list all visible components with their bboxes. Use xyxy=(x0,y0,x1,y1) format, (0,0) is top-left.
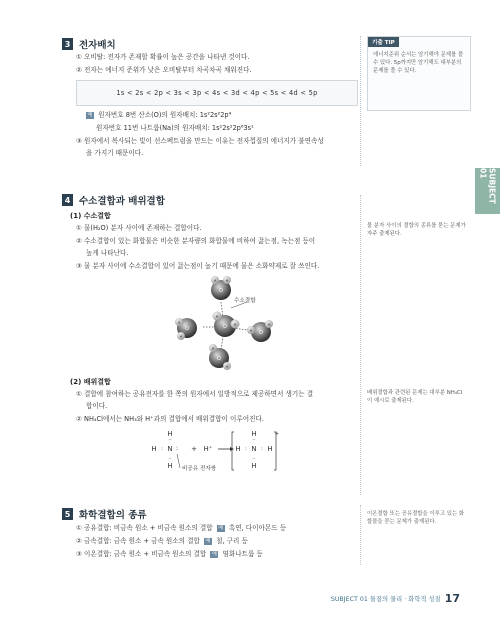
coord-point-1-cont: 합이다. xyxy=(86,402,108,410)
svg-text:H: H xyxy=(225,364,229,369)
example-oxygen-text: 원자번호 8번 산소(O)의 원자배치: 1s²2s²2p⁴ xyxy=(98,111,232,119)
metallic-bond-examples: 철, 구리 등 xyxy=(216,537,248,545)
svg-text:H: H xyxy=(213,278,217,283)
filling-order-text: ② 전자는 에너지 준위가 낮은 오비탈부터 차곡차곡 채워진다. xyxy=(76,66,252,74)
svg-text:H: H xyxy=(235,445,241,453)
svg-text:+: + xyxy=(191,445,197,453)
ionic-bond-line xyxy=(76,550,263,559)
covalent-bond-line xyxy=(76,524,286,533)
footer-subject-text: SUBJECT 01 물질의 물리 · 화학적 성질 xyxy=(330,596,441,603)
margin-divider xyxy=(360,505,361,565)
svg-text:+: + xyxy=(274,431,280,437)
section-3-header xyxy=(62,37,116,51)
covalent-bond-text: ① 공유결합: 비금속 원소 + 비금속 원소의 결합 xyxy=(76,524,213,532)
ionic-bond-text: ③ 이온결합: 금속 원소 + 비금속 원소의 결합 xyxy=(76,550,207,558)
svg-text:H: H xyxy=(177,320,181,325)
svg-text:H: H xyxy=(179,334,183,339)
side-note-coordinate: 배위결합과 관련된 문제는 대부분 NH₄Cl이 예시로 출제된다. xyxy=(367,390,463,404)
section-number: 5 xyxy=(62,508,73,520)
tip-text: 에너지준위 순서는 암기해야 문제를 풀 수 있다. 5p까지만 암기해도 대부분의 문제를 풀 수 있다. xyxy=(373,52,464,74)
section-title: 화학결합의 종류 xyxy=(79,510,147,521)
svg-text::: : xyxy=(245,446,247,452)
ammonium-formation-diagram xyxy=(150,428,320,478)
metallic-bond-text: ② 금속결합: 금속 원소 + 금속 원소의 결합 xyxy=(76,537,200,545)
hbond-point-1: ① 물(H₂O) 분자 사이에 존재하는 결합이다. xyxy=(76,224,202,232)
page-number: 17 xyxy=(444,592,460,605)
section-number: 3 xyxy=(62,38,73,50)
hbond-point-3: ③ 물 분자 사이에 수소결합이 있어 끓는점이 높기 때문에 물은 소화약제로 잘 쓰인다. xyxy=(76,262,320,270)
example-sodium: 원자번호 11번 나트륨(Na)의 원자배치: 1s²2s²2p⁶3s¹ xyxy=(96,124,254,132)
margin-divider xyxy=(360,36,361,166)
subsection-coordinate-bond: (2) 배위결합 xyxy=(70,378,111,386)
svg-text:O: O xyxy=(223,324,227,330)
svg-text:··: ·· xyxy=(168,456,172,462)
example-badge: 예 xyxy=(87,111,93,118)
svg-text:H: H xyxy=(151,445,157,453)
svg-text:H: H xyxy=(251,430,257,438)
svg-text:H: H xyxy=(267,445,273,453)
svg-text:N: N xyxy=(167,445,173,453)
subject-side-tab xyxy=(475,168,500,214)
section-number: 4 xyxy=(62,194,73,206)
orbital-definition: ① 오비탈: 전자가 존재할 확률이 높은 공간을 나타낸 것이다. xyxy=(76,53,250,61)
hbond-point-2-cont: 높게 나타난다. xyxy=(86,249,129,257)
hydrogen-bond-label: 수소결합 xyxy=(234,298,256,304)
margin-divider xyxy=(360,195,361,495)
svg-text:H: H xyxy=(225,278,229,283)
side-note-hbond: 물 분자 사이의 결합의 종류를 묻는 문제가 자주 출제된다. xyxy=(367,223,466,237)
tip-label: 기출 TIP xyxy=(368,37,399,47)
covalent-bond-examples: 흑연, 다이아몬드 등 xyxy=(228,524,287,532)
svg-text:H: H xyxy=(233,322,237,327)
lone-pair-label: 비공유 전자쌍 xyxy=(182,466,217,472)
svg-text::: : xyxy=(161,446,163,452)
svg-text:··: ·· xyxy=(252,456,256,462)
tip-box xyxy=(367,36,471,111)
ionic-bond-examples: 염화나트륨 등 xyxy=(222,550,263,558)
svg-text:O: O xyxy=(259,330,263,336)
svg-text:H: H xyxy=(267,322,271,327)
svg-text:··: ·· xyxy=(252,437,256,443)
svg-text:··: ·· xyxy=(168,437,172,443)
line-spectrum-text: ③ 원자에서 복사되는 빛이 선스펙트럼을 만드는 이유는 전자껍질의 에너지가 불연속성 xyxy=(76,137,324,145)
section-title: 수소결합과 배위결합 xyxy=(79,196,165,207)
svg-text:O: O xyxy=(217,356,221,362)
section-title: 전자배치 xyxy=(79,40,116,51)
svg-text:H: H xyxy=(251,462,257,470)
svg-text:H: H xyxy=(167,430,173,438)
side-note-chemical-bond: 이온결합 또는 공유결합을 이루고 있는 화합물을 묻는 문제가 출제된다. xyxy=(367,511,465,525)
line-spectrum-text-cont: 을 가지기 때문이다. xyxy=(86,149,144,157)
coord-point-2: ② NH₄Cl에서는 NH₃와 H⁺과의 결합에서 배위결합이 이루어진다. xyxy=(76,415,264,423)
section-4-header xyxy=(62,193,165,207)
svg-text:H: H xyxy=(211,346,215,351)
example-badge: 예 xyxy=(211,550,217,557)
svg-text:H: H xyxy=(215,314,219,319)
section-5-header xyxy=(62,507,147,521)
svg-text:O: O xyxy=(219,288,223,294)
svg-text:O: O xyxy=(185,326,189,332)
energy-level-sequence: 1s < 2s < 2p < 3s < 3p < 4s < 3d < 4p < 5s < 4d < 5p xyxy=(76,80,358,106)
svg-text::: : xyxy=(261,446,263,452)
page-footer xyxy=(331,592,460,605)
water-hydrogen-bond-diagram xyxy=(165,272,285,372)
subsection-hydrogen-bond: (1) 수소결합 xyxy=(70,212,111,220)
svg-text:H: H xyxy=(167,462,173,470)
subject-side-tab-label: SUBJECT 01 xyxy=(478,168,497,204)
hbond-point-2: ② 수소결합이 있는 화합물은 비슷한 분자량의 화합물에 비하여 끓는점, 녹는점 등이 xyxy=(76,237,316,245)
svg-text:H⁺: H⁺ xyxy=(203,445,213,453)
svg-text:N: N xyxy=(251,445,257,453)
example-badge: 예 xyxy=(205,537,211,544)
svg-text::: : xyxy=(175,445,179,452)
example-oxygen xyxy=(84,111,231,120)
metallic-bond-line xyxy=(76,537,248,546)
coord-point-1: ① 결합에 참여하는 공유전자를 한 쪽의 원자에서 일방적으로 제공하면서 생기는 결 xyxy=(76,390,314,398)
svg-text:H: H xyxy=(249,328,253,333)
example-badge: 예 xyxy=(218,524,224,531)
